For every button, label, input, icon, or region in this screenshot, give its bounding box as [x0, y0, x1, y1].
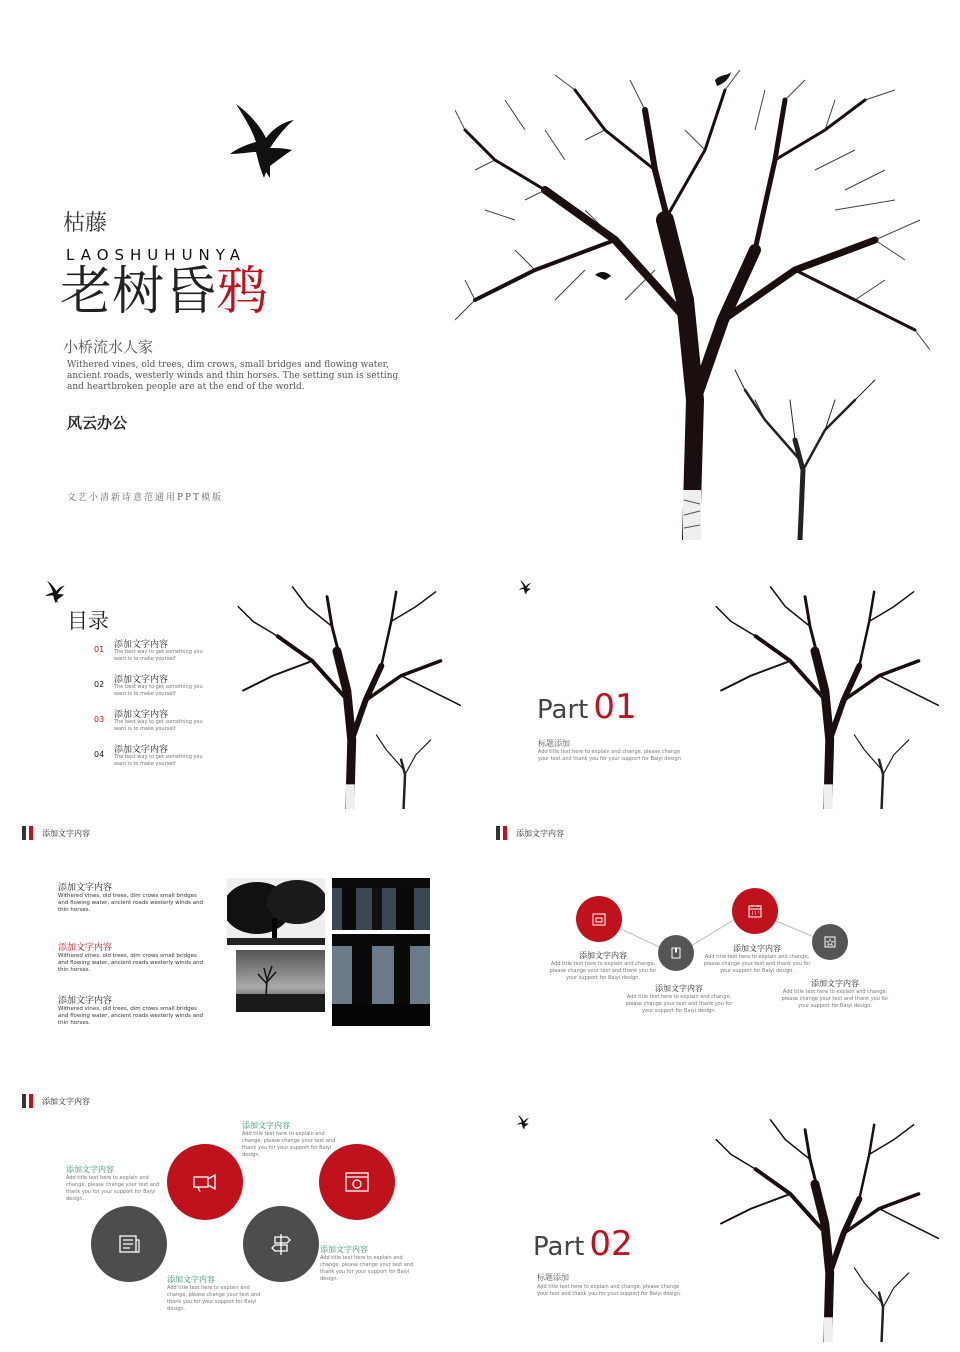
timeline-slide: [484, 820, 960, 1080]
toc-item-num: 01: [94, 645, 105, 654]
part-number: 02: [589, 1224, 633, 1264]
circle-red-1: [167, 1144, 243, 1220]
cover-english: Withered vines, old trees, dim crows, small bridges and flowing water, ancient roads, westerly winds and thin horses. The setting sun is setting and heartbroken people are at the end of the world.: [67, 360, 399, 392]
photos-slide: [0, 820, 476, 1080]
part1-subtitle: 标题添加: [538, 739, 570, 748]
toc-slide: [0, 565, 476, 815]
toc-item-label: 添加文字内容: [114, 745, 169, 755]
part1-slide: [484, 565, 960, 815]
toc-item-label: 添加文字内容: [114, 710, 169, 720]
timeline-item-title: 添加文字内容: [733, 944, 781, 953]
text-block-desc: Withered vines, old trees, dim crows small bridges and flowing water, ancient roads westerly winds and thin horses.: [58, 893, 204, 913]
text-block-desc: Withered vines, old trees, dim crows small bridges and flowing water, ancient roads westerly winds and thin horses.: [58, 1006, 204, 1026]
timeline-node-4: [812, 924, 848, 960]
part-word: Part: [537, 695, 589, 725]
tree-illustration: [455, 70, 930, 540]
megaphone-icon: [193, 1171, 217, 1193]
calendar-icon: [748, 904, 762, 918]
photo-forest-silhouette: [332, 934, 430, 1026]
star-icon: [824, 936, 836, 948]
newspaper-icon: [118, 1233, 140, 1255]
timeline-item: [624, 983, 734, 1015]
circle-item: [242, 1120, 344, 1159]
toc-item-desc: The best way to get something you want is to make yourself: [114, 754, 203, 767]
slide-header: 添加文字内容: [42, 829, 90, 838]
part-number: 01: [593, 687, 637, 727]
photo-lone-tree: [236, 950, 325, 1012]
toc-item-label: 添加文字内容: [114, 675, 169, 685]
toc-item-desc: The best way to get something you want is to make yourself: [114, 649, 203, 662]
crow-icon: [226, 100, 298, 182]
timeline-item-desc: Add title text here to explain and change, please change your text and thank you for your support for Baiyi design.: [703, 954, 811, 974]
calendar-icon: [592, 912, 606, 926]
cover-author: 风云办公: [67, 414, 128, 432]
circle-item-desc: Add title text here to explain and change, please change your text and thank you for your support for Baiyi design.: [320, 1255, 414, 1282]
circle-item-desc: Add title text here to explain and change, please change your text and thank you for your support for Baiyi design.: [167, 1285, 261, 1312]
part2-desc: Add title text here to explain and change, please change your text and thank you for your support for Baiyi design.: [537, 1284, 682, 1297]
timeline-item-desc: Add title text here to explain and change, please change your text and thank you for your support for Baiyi design.: [549, 961, 657, 981]
text-block-title: 添加文字内容: [58, 943, 113, 953]
crow-icon: [44, 579, 66, 605]
tree-illustration: [228, 577, 473, 809]
cover-slide: [0, 0, 960, 545]
circle-item: [320, 1244, 422, 1283]
text-block-title: 添加文字内容: [58, 883, 113, 893]
timeline-node-3: [732, 888, 778, 934]
text-block-title: 添加文字内容: [58, 996, 113, 1006]
circle-gray-1: [91, 1206, 167, 1282]
circle-item-desc: Add title text here to explain and change, please change your text and thank you for your support for Baiyi design.: [66, 1175, 160, 1202]
part-word: Part: [533, 1232, 585, 1262]
toc-item-desc: The best way to get something you want is to make yourself: [114, 719, 203, 732]
photo-forest-trunks: [332, 878, 430, 930]
toc-item-desc: The best way to get something you want is to make yourself: [114, 684, 203, 697]
timeline-item-desc: Add title text here to explain and change, please change your text and thank you for your support for Baiyi design.: [781, 989, 889, 1009]
bookmark-icon: [670, 947, 682, 959]
circle-item: [167, 1274, 269, 1313]
toc-item-label: 添加文字内容: [114, 640, 169, 650]
cover-pinyin: LAOSHUHUNYA: [66, 246, 247, 264]
circles-slide: [0, 1088, 476, 1350]
signpost-icon: [270, 1232, 292, 1256]
part2-subtitle: 标题添加: [537, 1273, 569, 1282]
timeline-item-title: 添加文字内容: [655, 984, 703, 993]
part1-desc: Add title text here to explain and change, please change your text and thank you for your support for Baiyi design.: [538, 749, 683, 762]
circle-gray-2: [243, 1206, 319, 1282]
circle-item-title: 添加文字内容: [320, 1245, 368, 1254]
crow-icon: [516, 1114, 530, 1130]
slide-header: 添加文字内容: [42, 1097, 90, 1106]
timeline-item-title: 添加文字内容: [579, 951, 627, 960]
text-block: [58, 940, 208, 974]
text-block: [58, 880, 208, 914]
circle-item-title: 添加文字内容: [242, 1121, 290, 1130]
circle-item: [66, 1164, 166, 1203]
circle-item-desc: Add title text here to explain and change, please change your text and thank you for your support for Baiyi design.: [242, 1131, 336, 1158]
tree-illustration: [706, 1110, 951, 1342]
header-bar-dark: [22, 1094, 26, 1108]
part2-title: [533, 1224, 633, 1264]
header-bar-red: [29, 826, 33, 840]
cover-tagline: 文艺小清新诗意范通用PPT模版: [67, 493, 224, 503]
timeline-item: [780, 978, 890, 1010]
timeline-item-desc: Add title text here to explain and change, please change your text and thank you for your support for Baiyi design.: [625, 994, 733, 1014]
text-block-desc: Withered vines, old trees, dim crows small bridges and flowing water, ancient roads westerly winds and thin horses.: [58, 953, 204, 973]
cover-top-word: 枯藤: [63, 211, 108, 236]
cover-title-red: 鸦: [216, 262, 269, 322]
cover-title-black: 老树昏: [60, 262, 217, 322]
circle-item-title: 添加文字内容: [66, 1165, 114, 1174]
toc-item-num: 04: [94, 750, 105, 759]
cover-title: [60, 262, 268, 322]
cover-subtitle: 小桥流水人家: [63, 338, 154, 356]
header-bar-dark: [22, 826, 26, 840]
timeline-item: [548, 950, 658, 982]
toc-item-num: 02: [94, 680, 105, 689]
part1-title: [537, 687, 637, 727]
text-block: [58, 993, 208, 1027]
header-bar-red: [29, 1094, 33, 1108]
timeline-item: [702, 943, 812, 975]
slide-header: 添加文字内容: [516, 829, 564, 838]
photo-tree-canopy: [227, 878, 325, 945]
timeline-item-title: 添加文字内容: [811, 979, 859, 988]
toc-title: 目录: [67, 609, 109, 633]
timeline-node-1: [576, 896, 622, 942]
part2-slide: [484, 1088, 960, 1350]
toc-item-num: 03: [94, 715, 105, 724]
circle-item-title: 添加文字内容: [167, 1275, 215, 1284]
crow-icon: [518, 579, 532, 595]
timeline-node-2: [658, 935, 694, 971]
browser-icon: [345, 1171, 369, 1193]
tree-illustration: [706, 577, 951, 809]
